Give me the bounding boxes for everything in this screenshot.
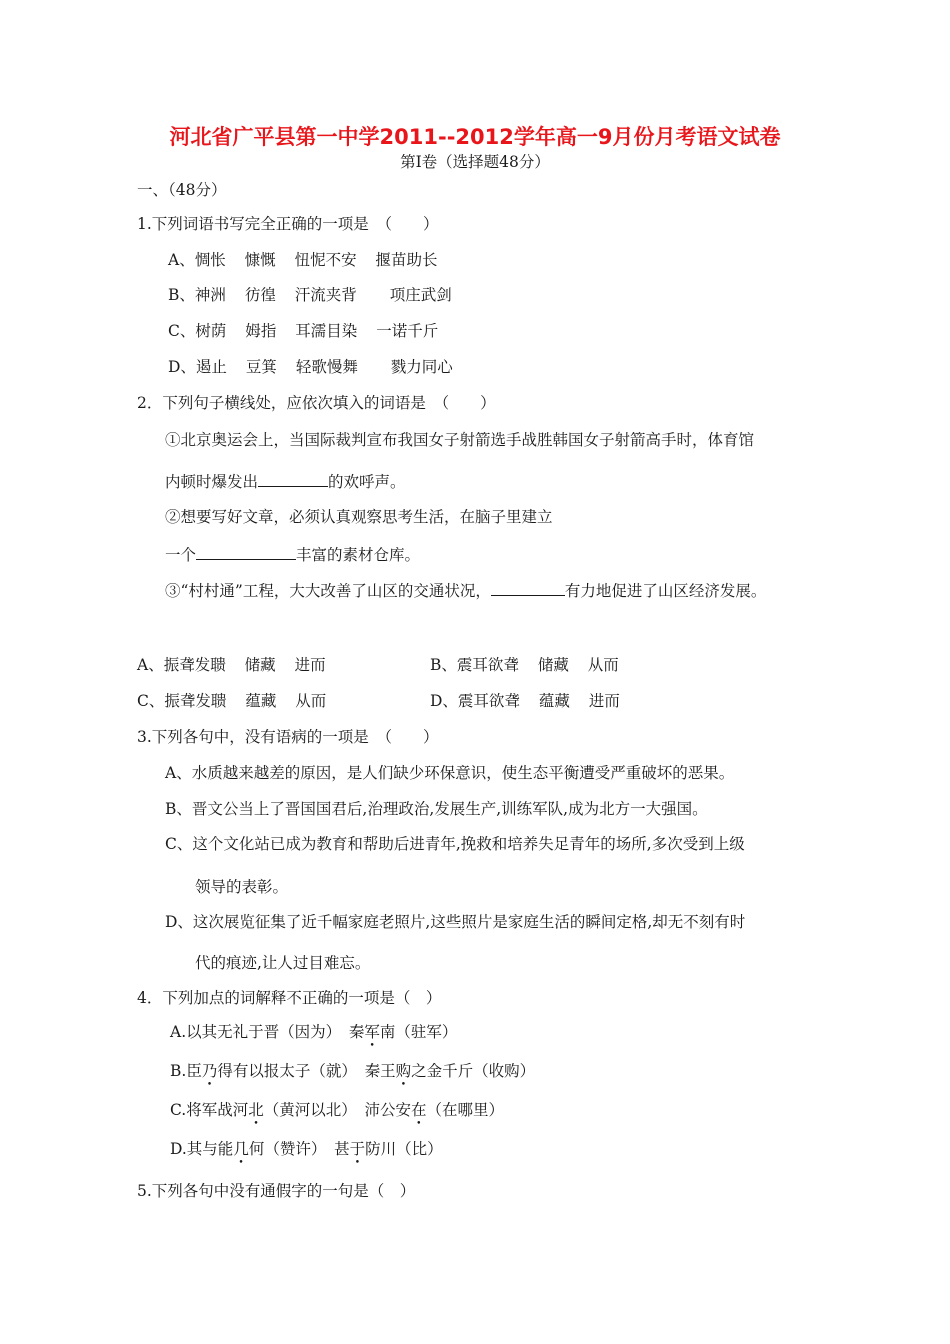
page-subtitle: 第Ⅰ卷（选择题48分） [400,153,550,171]
question-2-option-b [430,655,619,675]
option-text: 揠苗助长 [375,251,438,269]
dotted-word: 在 [411,1101,427,1119]
question-1-option-a [168,250,438,270]
fill-blank [196,543,296,560]
sentence-text: 丰富的素材仓库。 [296,546,421,564]
question-4-option-b [170,1061,535,1081]
option-text: D.其与能 [170,1140,234,1158]
option-text: 戮力同心 [390,358,453,376]
question-2-option-d [430,691,620,711]
question-2-sentence-2b [165,543,420,565]
question-3-option-d-line2: 代的痕迹,让人过目难忘。 [195,954,371,972]
question-2-sentence-2a: ②想要写好文章，必须认真观察思考生活，在脑子里建立 [165,508,553,526]
question-2-option-a [137,655,326,675]
option-text: B、神洲 [168,286,226,304]
option-text: 蕴藏 [245,692,277,710]
option-text: 从而 [587,656,619,674]
option-text: A、振聋发聩 [137,656,226,674]
option-text: （在哪里） [426,1101,505,1119]
question-3-option-d-line1: D、这次展览征集了近千幅家庭老照片,这些照片是家庭生活的瞬间定格,却无不刻有时 [165,913,746,931]
option-text: 蕴藏 [538,692,570,710]
option-text: D、遏止 [168,358,227,376]
section-heading: 一、（48分） [137,181,227,199]
question-2-sentence-3 [165,579,766,601]
option-text: 防川（比） [365,1140,443,1158]
dotted-word: 几 [233,1140,249,1158]
option-text: B、震耳欲聋 [430,656,519,674]
question-2-sentence-1a: ①北京奥运会上，当国际裁判宣布我国女子射箭选手战胜韩国女子射箭高手时，体育馆 [165,431,755,449]
question-4-stem: 4．下列加点的词解释不正确的一项是（ ） [137,989,442,1007]
sentence-text: ③“村村通”工程，大大改善了山区的交通状况， [165,582,491,600]
option-text: 得有以报太子（就） 秦王 [217,1062,396,1080]
question-1-option-b [168,285,452,305]
question-3-option-a: A、水质越来越差的原因，是人们缺少环保意识，使生态平衡遭受严重破坏的恶果。 [165,764,735,782]
sentence-text: 内顿时爆发出 [165,473,259,491]
question-3-option-c-line1: C、这个文化站已成为教育和帮助后进青年,挽救和培养失足青年的场所,多次受到上级 [165,835,745,853]
option-text: 储藏 [537,656,569,674]
option-text: B.臣 [170,1062,202,1080]
option-text: 彷徨 [244,286,276,304]
question-1-option-d [168,357,453,377]
dotted-word: 乃 [201,1062,218,1080]
question-4-option-d [170,1139,443,1159]
option-text: 耳濡目染 [295,322,358,340]
sentence-text: 的欢呼声。 [328,473,406,491]
question-2-sentence-1b [165,470,406,492]
fill-blank [491,579,565,596]
dotted-word: 军 [364,1023,380,1041]
question-4-option-c [170,1100,504,1120]
option-text: D、震耳欲聋 [430,692,520,710]
option-text: （黄河以北） 沛公安 [263,1101,412,1119]
dotted-word: 购 [395,1062,412,1080]
question-5-stem: 5.下列各句中没有通假字的一句是（ ） [137,1182,416,1200]
option-text: C、树荫 [168,322,227,340]
option-text: A、惆怅 [168,251,226,269]
option-text: 何（赞许） 甚 [248,1140,350,1158]
option-text: 忸怩不安 [294,251,357,269]
option-text: 进而 [294,656,326,674]
option-text: 一诺千斤 [376,322,439,340]
fill-blank [258,470,328,487]
sentence-text: 有力地促进了山区经济发展。 [564,582,767,600]
question-3-stem: 3.下列各句中，没有语病的一项是 （ ） [137,728,439,746]
option-text: 慷慨 [244,251,276,269]
question-2-option-c [137,691,326,711]
question-1-option-c [168,321,438,341]
option-text: 储藏 [244,656,276,674]
page-title: 河北省广平县第一中学2011--2012学年高一9月份月考语文试卷 [169,125,781,149]
option-text: 豆箕 [245,358,277,376]
dotted-word: 于 [349,1140,366,1158]
question-3-option-c-line2: 领导的表彰。 [195,878,289,896]
option-text: 之金千斤（收购） [411,1062,536,1080]
dotted-word: 北 [248,1101,264,1119]
option-text: C、振聋发聩 [137,692,227,710]
question-2-stem: 2．下列句子横线处，应依次填入的词语是 （ ） [137,394,496,412]
option-text: 汗流夹背 [294,286,357,304]
option-text: 从而 [295,692,327,710]
question-4-option-a [170,1022,457,1042]
question-3-option-b: B、晋文公当上了晋国国君后,治理政治,发展生产,训练军队,成为北方一大强国。 [165,800,708,818]
option-text: 姆指 [245,322,277,340]
option-text: 南（驻军） [379,1023,458,1041]
option-text: 项庄武剑 [389,286,452,304]
sentence-text: 一个 [165,546,197,564]
option-text: 轻歌慢舞 [295,358,358,376]
option-text: C.将军战河 [170,1101,249,1119]
option-text: A.以其无礼于晋（因为） 秦 [170,1023,365,1041]
option-text: 进而 [588,692,620,710]
question-1-stem: 1.下列词语书写完全正确的一项是 （ ） [137,215,439,233]
